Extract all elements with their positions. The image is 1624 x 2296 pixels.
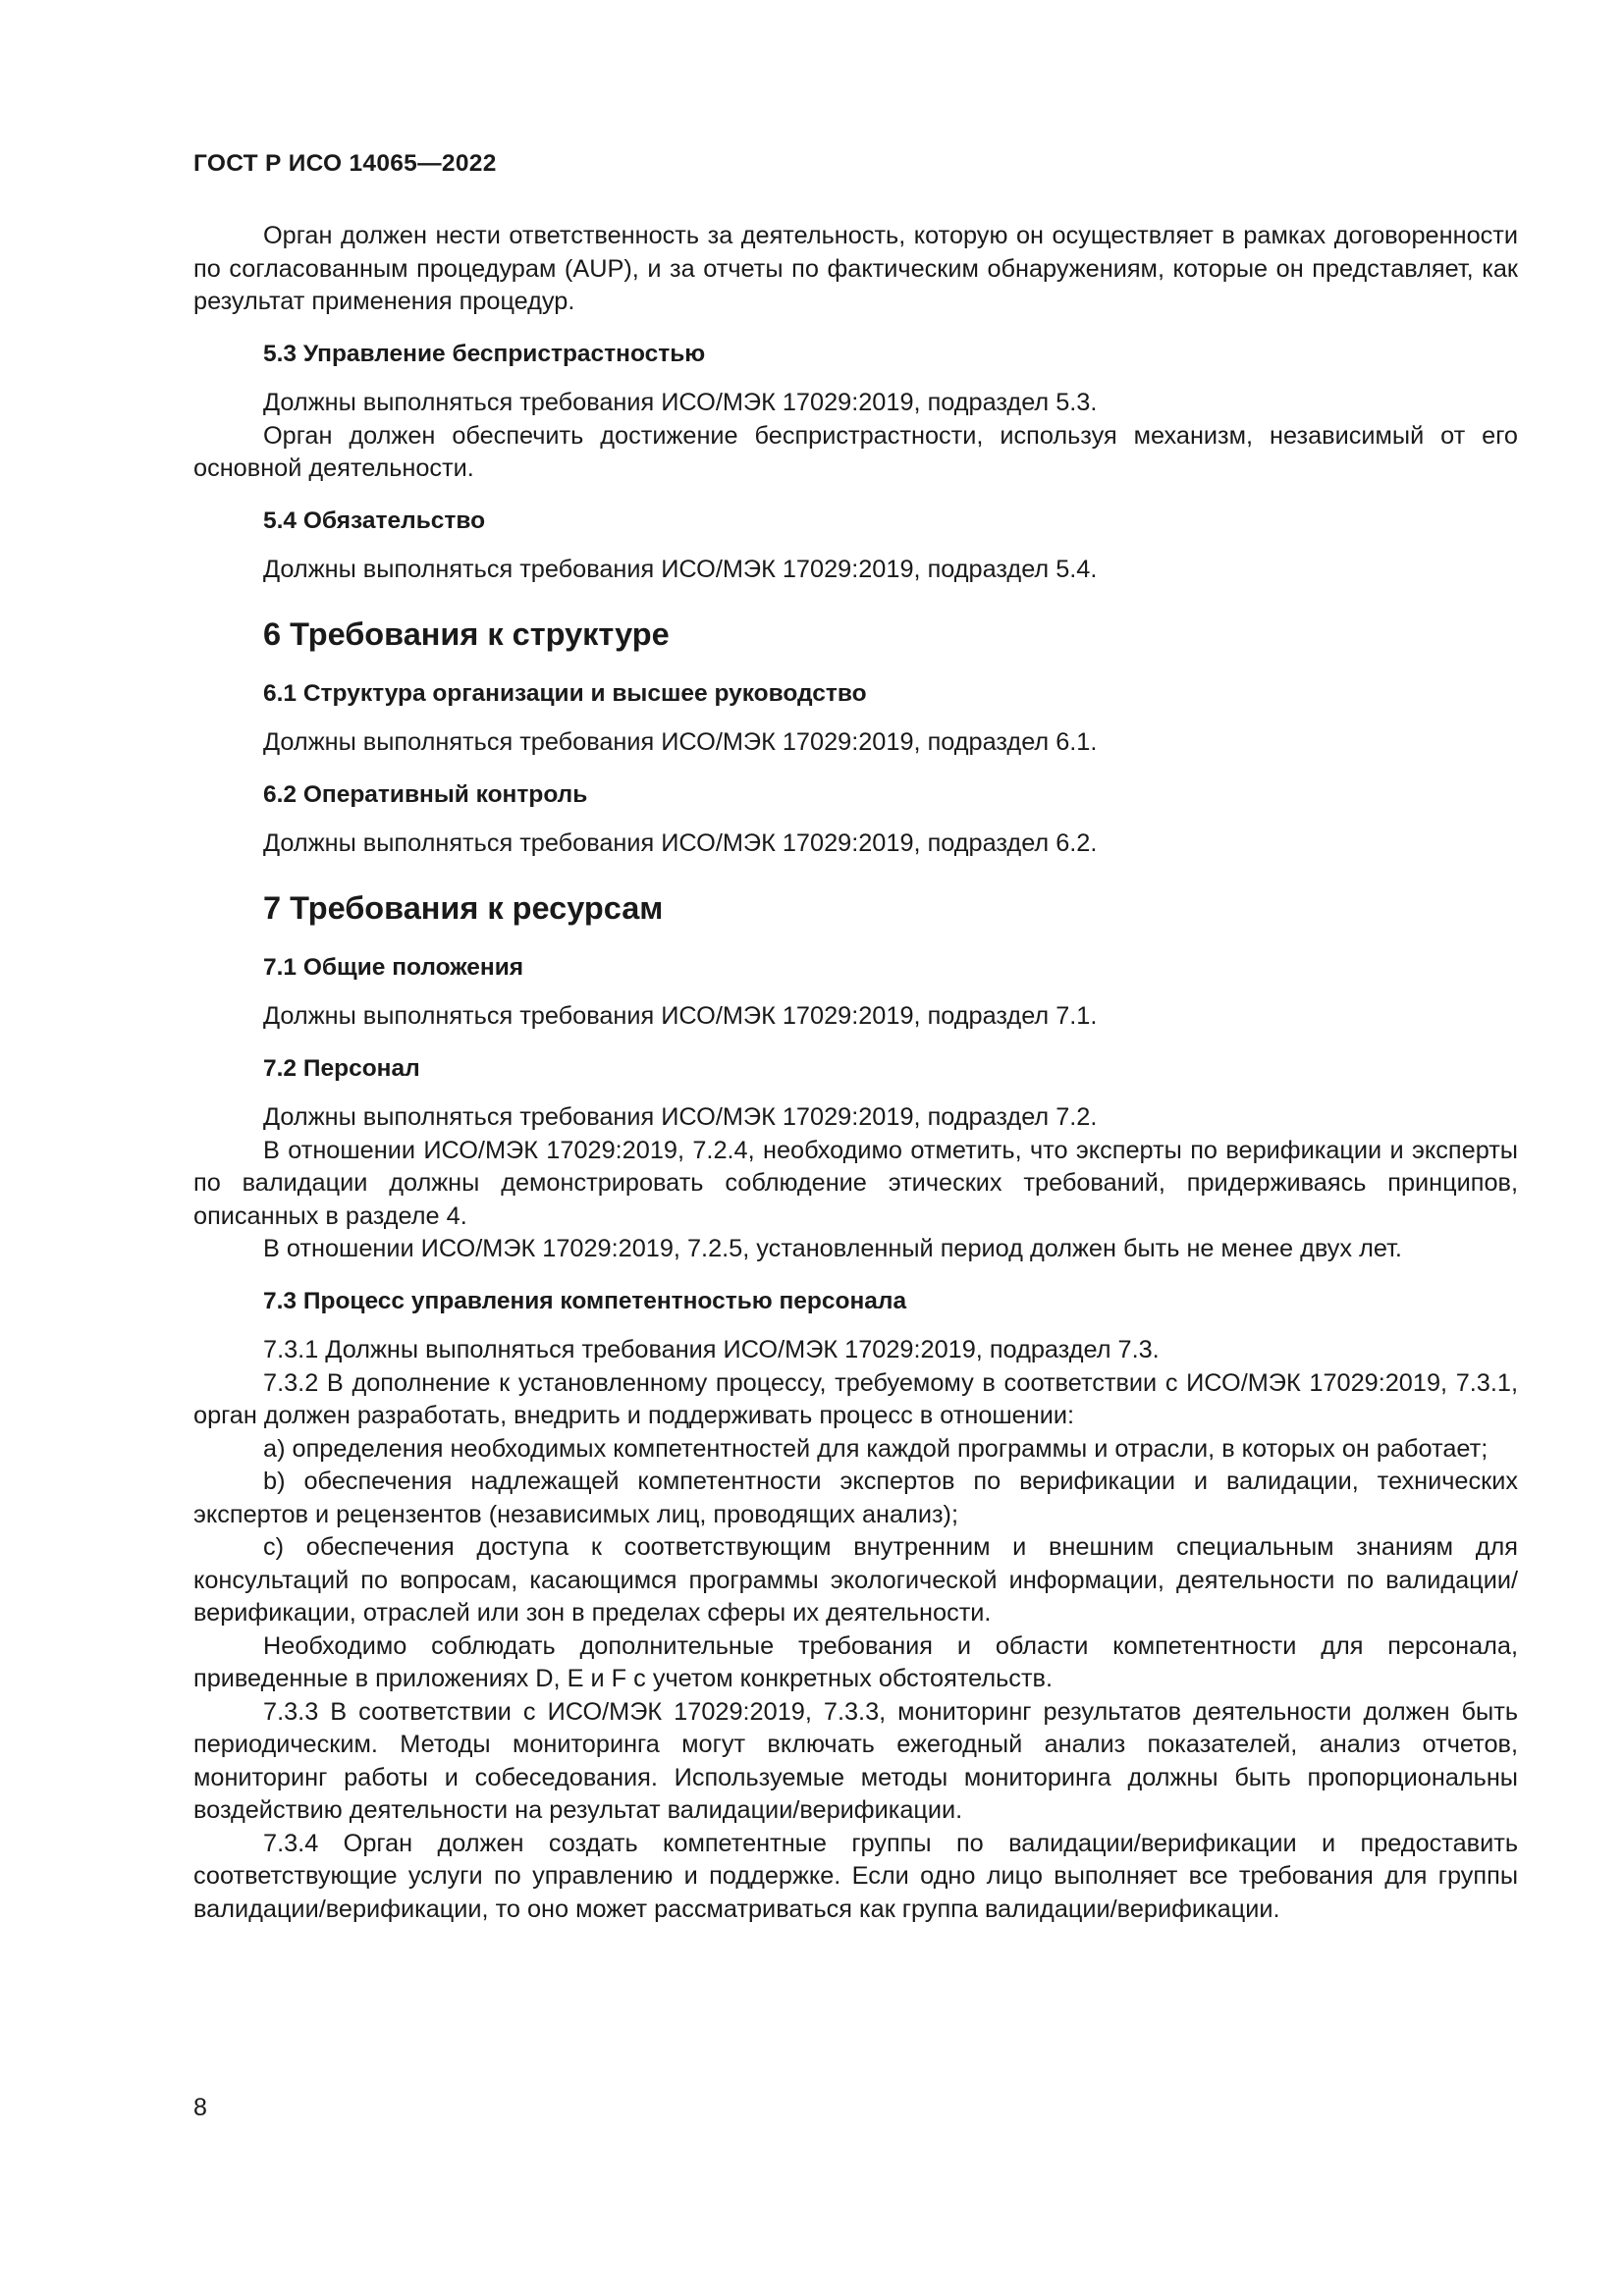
paragraph: Должны выполняться требования ИСО/МЭК 17029:2019, подраздел 6.2. xyxy=(263,829,1098,857)
list-item: c) обеспечения доступа к соответствующим внутренним и внешним специальным знаниям для консультаций по вопросам, касающимся программы экологической информации, деятельности по валидации/верификации, отраслей или зон в пределах сферы их деятельности. xyxy=(193,1533,1518,1627)
document-body xyxy=(193,220,1518,1926)
subsection-heading: 6.1 Структура организации и высшее руководство xyxy=(263,679,867,707)
page-number: 8 xyxy=(193,2094,207,2121)
paragraph: В отношении ИСО/МЭК 17029:2019, 7.2.4, необходимо отметить, что эксперты по верификации и эксперты по валидации должны демонстрировать соблюдение этических требований, придерживаясь принципов, описанных в разделе 4. xyxy=(193,1136,1518,1230)
subsection-heading: 5.3 Управление беспристрастностью xyxy=(263,340,706,367)
list-item: b) обеспечения надлежащей компетентности экспертов по верификации и валидации, технических экспертов и рецензентов (независимых лиц, проводящих анализ); xyxy=(193,1468,1518,1528)
paragraph: 7.3.2 В дополнение к установленному процессу, требуемому в соответствии с ИСО/МЭК 17029:2019, 7.3.1, орган должен разработать, внедрить и поддерживать процесс в отношении: xyxy=(193,1368,1518,1429)
paragraph: 7.3.4 Орган должен создать компетентные группы по валидации/верификации и предоставить соответствующие услуги по управлению и поддержке. Если одно лицо выполняет все требования для группы валидации/верификации, то оно может рассматриваться как группа валидации/верификации. xyxy=(193,1829,1518,1923)
paragraph: Должны выполняться требования ИСО/МЭК 17029:2019, подраздел 7.2. xyxy=(263,1103,1098,1131)
paragraph: Должны выполняться требования ИСО/МЭК 17029:2019, подраздел 7.1. xyxy=(263,1002,1098,1030)
section-heading: 7 Требования к ресурсам xyxy=(263,889,664,926)
subsection-heading: 7.1 Общие положения xyxy=(263,953,524,981)
paragraph: 7.3.3 В соответствии с ИСО/МЭК 17029:2019, 7.3.3, мониторинг результатов деятельности должен быть периодическим. Методы мониторинга могут включать ежегодный анализ показателей, анализ отчетов, мониторинг работы и собеседования. Используемые методы мониторинга должны быть пропорциональны воздействию деятельности на результат валидации/верификации. xyxy=(193,1697,1518,1824)
list-item: a) определения необходимых компетентностей для каждой программы и отрасли, в которых он работает; xyxy=(263,1434,1489,1463)
paragraph: Необходимо соблюдать дополнительные требования и области компетентности для персонала, приведенные в приложениях D, E и F с учетом конкретных обстоятельств. xyxy=(193,1631,1518,1692)
paragraph: Орган должен обеспечить достижение беспристрастности, используя механизм, независимый от его основной деятельности. xyxy=(193,421,1518,482)
section-heading: 6 Требования к структуре xyxy=(263,615,670,652)
paragraph: Орган должен нести ответственность за деятельность, которую он осуществляет в рамках договоренности по согласованным процедурам (AUP), и за отчеты по фактическим обнаружениям, которые он представляет, как результат применения процедур. xyxy=(193,222,1518,315)
paragraph: Должны выполняться требования ИСО/МЭК 17029:2019, подраздел 5.4. xyxy=(263,556,1098,583)
paragraph: Должны выполняться требования ИСО/МЭК 17029:2019, подраздел 5.3. xyxy=(263,389,1098,416)
document-header: ГОСТ Р ИСО 14065—2022 xyxy=(193,150,497,177)
paragraph: 7.3.1 Должны выполняться требования ИСО/МЭК 17029:2019, подраздел 7.3. xyxy=(263,1336,1160,1363)
subsection-heading: 6.2 Оперативный контроль xyxy=(263,780,588,808)
paragraph: Должны выполняться требования ИСО/МЭК 17029:2019, подраздел 6.1. xyxy=(263,728,1098,756)
subsection-heading: 7.3 Процесс управления компетентностью персонала xyxy=(263,1287,907,1314)
paragraph: В отношении ИСО/МЭК 17029:2019, 7.2.5, установленный период должен быть не менее двух лет. xyxy=(263,1235,1402,1262)
subsection-heading: 5.4 Обязательство xyxy=(263,507,486,534)
subsection-heading: 7.2 Персонал xyxy=(263,1054,420,1082)
